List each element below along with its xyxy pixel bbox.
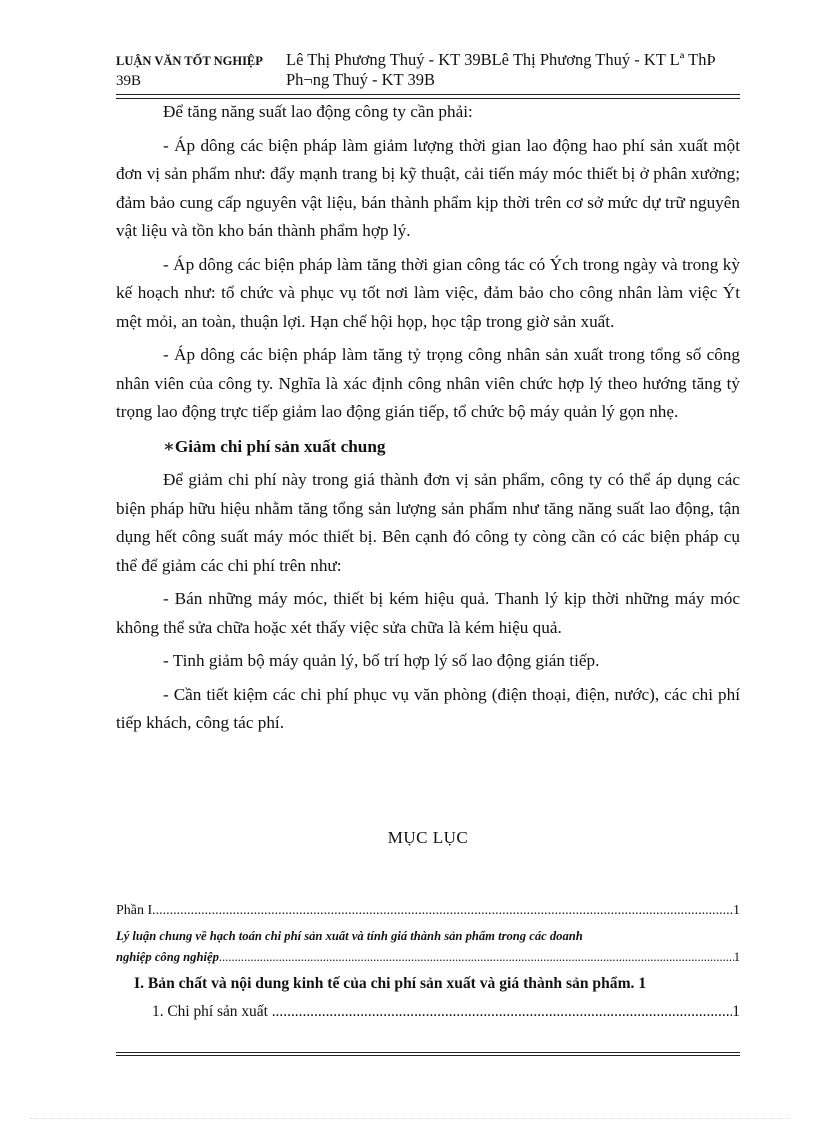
toc-entry-subsection-1[interactable] <box>116 1000 740 1024</box>
toc-entry-part1[interactable] <box>116 900 740 922</box>
header-thesis-label <box>116 53 276 90</box>
section-heading: ∗Giảm chi phí sản xuất chung <box>163 436 386 456</box>
header-thesis-title: LUẬN VĂN TỐT NGHIỆP <box>116 54 263 68</box>
toc-page-number: 1 <box>733 903 740 918</box>
toc-entry-continuation <box>116 947 740 968</box>
toc-leader-dots <box>219 947 734 968</box>
toc-title: MỤC LỤC <box>387 828 469 847</box>
intro-paragraph: Để tăng năng suất lao động công ty cần phải: <box>163 102 473 121</box>
page-edge-dotted <box>30 1118 790 1119</box>
header-divider <box>116 94 740 95</box>
toc-entry-part1-description[interactable] <box>116 926 740 968</box>
footer-divider <box>116 1055 740 1056</box>
measure-item: - Áp dông các biện pháp làm tăng thời gian công tác có Ých trong ngày và trong kỳ kế hoạch như: tổ chức và phục vụ tốt nơi làm việc, đảm bảo cho công nhân làm việc Ýt mệt mỏi, an toàn, thuận lợi. Hạn chế hội họp, học tập trong giờ sản xuất. <box>116 254 740 331</box>
table-of-contents <box>116 900 740 1024</box>
header-class-code: 39B <box>116 73 142 89</box>
toc-entry-label: 1. Chi phí sản xuất . <box>152 1003 276 1020</box>
measure-item: - Tinh giảm bộ máy quản lý, bố trí hợp lý số lao động gián tiếp. <box>163 651 600 670</box>
toc-entry-label: Phần I <box>116 903 153 918</box>
toc-entry-label: Lý luận chung về hạch toán chi phí sản xuất và tính giá thành sản phẩm trong các doanh <box>116 929 583 943</box>
toc-leader-dots <box>152 900 733 922</box>
toc-page-number: 1 <box>733 950 740 964</box>
measure-item: - Bán những máy móc, thiết bị kém hiệu quả. Thanh lý kịp thời những máy móc không thể sửa chữa hoặc xét thấy việc sửa chữa là kém hiệu quả. <box>116 589 740 637</box>
body-paragraph: Để giảm chi phí này trong giá thành đơn vị sản phẩm, công ty có thể áp dụng các biện pháp hữu hiệu nhằm tăng tổng sản lượng sản phẩm như tăng năng suất lao động, tận dụng hết công suất máy móc thiết bị. Bên cạnh đó công ty còng cần có các biện pháp cụ thể để giảm các chi phí trên như: <box>116 470 740 575</box>
footer-divider-thin <box>116 1052 740 1053</box>
toc-entry-label: nghiệp công nghiệp <box>116 950 219 964</box>
header-author: Lê Thị Phương Thuý - KT 39BLê Thị Phương Thuý - KT Lª ThÞ Ph¬ng Thuý - KT 39B <box>286 50 716 89</box>
measure-item: - Cần tiết kiệm các chi phí phục vụ văn phòng (điện thoại, điện, nước), các chi phí tiếp khách, công tác phí. <box>116 684 740 732</box>
toc-entry-section-1[interactable]: I. Bản chất và nội dung kinh tế của chi phí sản xuất và giá thành sản phẩm. 1 <box>134 975 647 992</box>
measure-item: - Áp dông các biện pháp làm tăng tỷ trọng công nhân sản xuất trong tổng số công nhân viên của công ty. Nghĩa là xác định công nhân viên chức hợp lý theo hướng tăng tỷ trọng lao động trực tiếp giảm lao động gián tiếp, tổ chức bộ máy quản lý gọn nhẹ. <box>116 345 740 421</box>
body-content <box>116 98 740 738</box>
measure-item: - Áp dông các biện pháp làm giảm lượng thời gian lao động hao phí sản xuất một đơn vị sản phẩm như: đẩy mạnh trang bị kỹ thuật, cải tiến máy móc thiết bị ở phân xưởng; đảm bảo cung cấp nguyên vật liệu, bán thành phẩm kịp thời trên cơ sở mức dự trữ nguyên vật liệu và tồn kho bán thành phẩm hợp lý. <box>116 135 740 240</box>
toc-leader-dots <box>276 1000 733 1024</box>
toc-page-number: 1 <box>732 1003 740 1020</box>
